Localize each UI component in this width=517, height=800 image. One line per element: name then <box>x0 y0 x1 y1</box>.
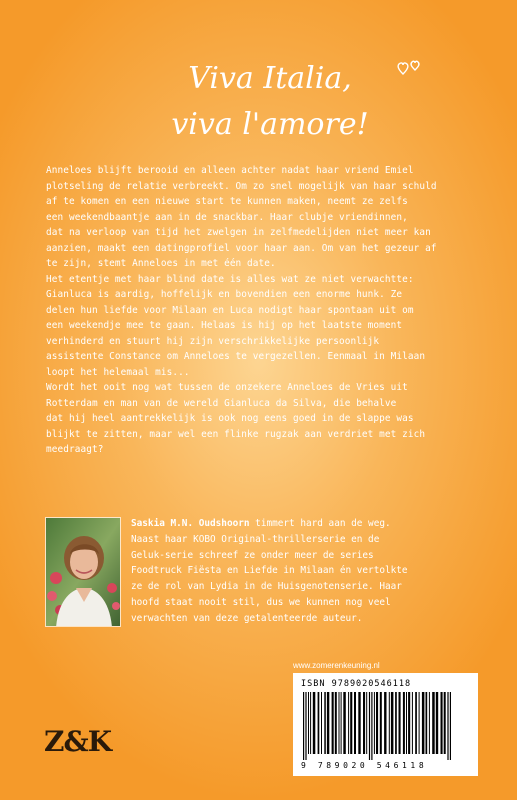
blurb-line: verhinderd en stuurt hij zijn verschrikkelijke persoonlijk <box>46 335 380 347</box>
blurb-line: te zijn, stemt Anneloes in met één date. <box>46 258 276 269</box>
author-bio-line <box>131 516 476 532</box>
blurb-line: Anneloes blijft berooid en alleen achter nadat haar vriend Emiel <box>46 165 414 176</box>
blurb-line: delen hun liefde voor Milaan en Luca nodigt haar spontaan uit om <box>46 304 414 316</box>
blurb-line: Het etentje met haar blind date is alles wat ze niet verwachtte: <box>46 273 414 285</box>
blurb-line: assistente Constance om Anneloes te vergezellen. Eenmaal in Milaan <box>46 351 426 362</box>
hearts-icon <box>397 58 423 78</box>
blurb-line: dat na verloop van tijd het zwelgen in zelfmedelijden niet meer kan <box>46 227 431 238</box>
author-photo <box>45 517 121 627</box>
blurb-line: een weekendje mee te gaan. Helaas is hij op het laatste moment <box>46 320 403 331</box>
author-bio-line: Naast haar KOBO Original-thrillerserie en de <box>131 533 380 545</box>
blurb-line: dat hij heel aantrekkelijk is ook nog eens goed in de slappe was <box>46 413 414 424</box>
blurb-line: aanzien, maakt een datingprofiel voor haar aan. Om van het gezeur af <box>46 242 437 254</box>
author-bio-line: ze de rol van Lydia in de Huisgenotenserie. Haar <box>131 581 402 593</box>
author-bio <box>131 516 476 627</box>
tagline-line-1: Viva Italia, <box>188 61 352 96</box>
publisher-logo: Z&K <box>44 725 112 758</box>
publisher-website: www.zomerenkeuning.nl <box>293 661 380 670</box>
blurb-line: Rotterdam en man van de wereld Gianluca da Silva, die behalve <box>46 397 397 409</box>
author-bio-line: Geluk-serie schreef ze onder meer de series <box>131 549 374 561</box>
blurb-line: af te komen en een nieuwe start te kunnen maken, neemt ze zelfs <box>46 196 408 207</box>
blurb-line: Gianluca is aardig, hoffelijk en bovendien een enorme hunk. Ze <box>46 289 403 300</box>
blurb-line: meedraagt? <box>46 444 104 455</box>
cover-tagline <box>120 56 420 148</box>
barcode-bars <box>301 692 470 760</box>
author-name: Saskia M.N. Oudshoorn <box>131 518 250 529</box>
blurb-line: Wordt het ooit nog wat tussen de onzekere Anneloes de Vries uit <box>46 382 408 393</box>
isbn-digits: 9 789020 546118 <box>301 761 428 770</box>
author-bio-line: verwachten van deze getalenteerde auteur. <box>131 612 363 624</box>
blurb-line: een weekendbaantje aan in de snackbar. Haar clubje vriendinnen, <box>46 211 408 223</box>
tagline-line-2: viva l'amore! <box>171 107 369 142</box>
isbn-label: ISBN 9789020546118 <box>301 679 412 689</box>
author-bio-line: hoofd staat nooit stil, dus we kunnen nog veel <box>131 596 391 608</box>
book-blurb <box>46 163 478 458</box>
isbn-barcode <box>293 673 478 776</box>
author-bio-line: Foodtruck Fiësta en Liefde in Milaan én vertolkte <box>131 565 408 577</box>
blurb-line: loopt het helemaal mis... <box>46 366 190 378</box>
blurb-line: plotseling de relatie verbreekt. Om zo snel mogelijk van haar schuld <box>46 180 437 192</box>
author-bio-intro: timmert hard aan de weg. <box>249 518 391 529</box>
blurb-line: blijkt te zitten, maar wel een flinke rugzak aan verdriet met zich <box>46 428 426 440</box>
